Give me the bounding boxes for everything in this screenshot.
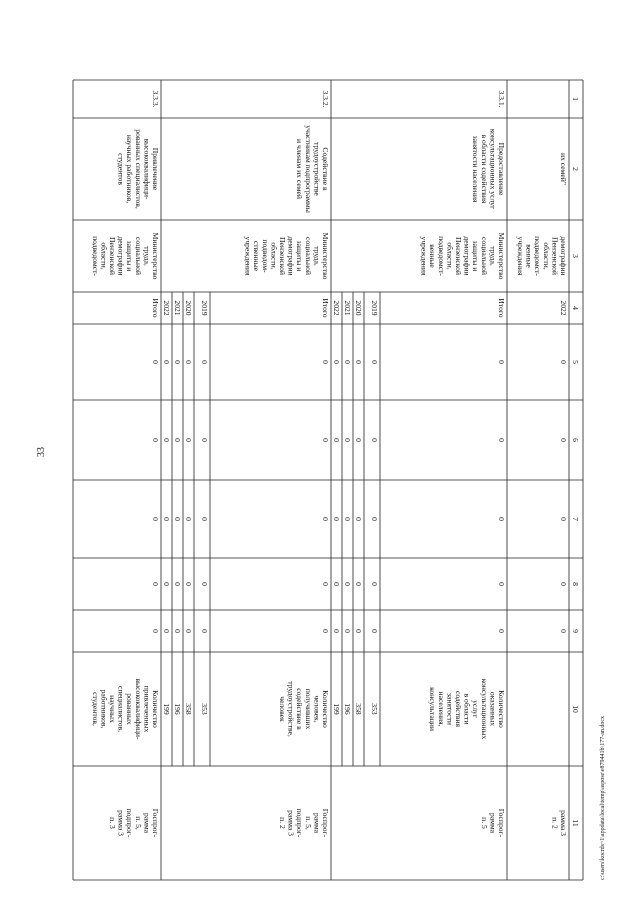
item-description: научных работников,: [125, 134, 135, 204]
column-header-1: 1: [571, 97, 580, 101]
indicator-name: услуг: [471, 700, 481, 718]
value-cell: 0: [184, 438, 193, 442]
item-description: Содействие в: [321, 147, 330, 191]
value-cell: 0: [162, 438, 171, 442]
value-cell: 0: [354, 517, 363, 521]
continuation-text-c3: Пензенской: [550, 237, 560, 275]
year-cell: 2021: [173, 300, 182, 316]
executor-text: социальной: [303, 237, 313, 275]
total-label: Итого: [151, 298, 160, 318]
value-cell: 0: [332, 629, 341, 633]
value-cell: 0: [370, 517, 379, 521]
value-cell: 0: [354, 582, 363, 586]
total-value: 0: [151, 582, 160, 586]
indicator-name: занятости: [445, 693, 455, 725]
indicator-value: 358: [354, 703, 363, 715]
indicator-value: 199: [332, 703, 341, 715]
indicator-name: в области: [462, 693, 472, 725]
value-cell: 0: [559, 629, 568, 633]
continuation-text-c3: подведомст-: [533, 236, 543, 276]
executor-text: защиты и: [125, 240, 135, 272]
value-cell: 0: [173, 517, 182, 521]
executor-text: защиты и: [295, 240, 305, 272]
year-cell: 2021: [343, 300, 352, 316]
item-description: трудоустройстве: [312, 142, 322, 196]
indicator-name: получивших: [303, 688, 313, 730]
indicator-name: человек: [278, 696, 287, 722]
executor-text: защиты и: [471, 240, 481, 272]
column-header-11: 11: [571, 819, 580, 827]
year-cell: 2022: [559, 300, 568, 316]
continuation-text-c3: области,: [541, 242, 551, 270]
value-cell: 0: [332, 517, 341, 521]
value-cell: 0: [184, 582, 193, 586]
continuation-text-c3: демографии: [559, 236, 568, 276]
indicator-name: оказанных: [488, 691, 498, 727]
column-header-3: 3: [571, 254, 580, 258]
item-description: Привлечение: [151, 147, 160, 191]
column-header-6: 6: [571, 438, 580, 442]
total-value: 0: [321, 517, 330, 521]
indicator-value: 353: [200, 703, 209, 715]
value-cell: 0: [200, 360, 209, 364]
indicator-name: человек,: [312, 695, 322, 723]
value-cell: 0: [370, 629, 379, 633]
value-cell: 0: [343, 438, 352, 442]
value-cell: 0: [162, 517, 171, 521]
program-ref: подпрог-: [295, 808, 305, 838]
column-header-10: 10: [571, 705, 580, 713]
value-cell: 0: [343, 582, 352, 586]
indicator-name: трудоустройстве,: [286, 681, 296, 737]
column-header-8: 8: [571, 582, 580, 586]
executor-text: демографии: [462, 236, 472, 276]
total-value: 0: [151, 629, 160, 633]
executor-text: области,: [269, 242, 279, 270]
item-description: и членам их семей: [295, 139, 305, 199]
continuation-text-c2: их семей": [559, 153, 568, 185]
program-ref: рамма: [142, 812, 152, 834]
program-ref: п. 5: [479, 817, 489, 829]
executor-text: Пензенской: [108, 237, 117, 275]
executor-text: труда,: [312, 246, 322, 266]
value-cell: 0: [173, 629, 182, 633]
indicator-name: специалистов,: [116, 685, 126, 733]
executor-text: подведомст-: [90, 236, 100, 276]
value-cell: 0: [184, 360, 193, 364]
indicator-name: Количество: [497, 690, 506, 728]
indicator-name: студентов,: [90, 692, 100, 726]
value-cell: 0: [332, 438, 341, 442]
program-ref: п. 2: [278, 817, 287, 829]
value-cell: 0: [354, 438, 363, 442]
value-cell: 0: [173, 582, 182, 586]
column-header-2: 2: [571, 167, 580, 171]
indicator-value: 199: [162, 703, 171, 715]
value-cell: 0: [200, 517, 209, 521]
executor-text: подведом-: [260, 239, 270, 273]
indicator-value: 353: [370, 703, 379, 715]
value-cell: 0: [173, 360, 182, 364]
continuation-text-c3: учреждения: [516, 236, 525, 276]
value-cell: 0: [559, 438, 568, 442]
indicator-name: рованных: [125, 693, 135, 725]
executor-text: социальной: [133, 237, 143, 275]
program-ref: Госпрог-: [497, 808, 506, 838]
executor-text: труда,: [142, 246, 152, 266]
executor-text: учреждения: [419, 236, 429, 276]
program-ref: п. 2: [550, 817, 560, 829]
indicator-name: Количество: [151, 690, 160, 728]
total-value: 0: [321, 438, 330, 442]
indicator-value: 196: [173, 703, 182, 715]
executor-text: Министерство: [321, 232, 330, 280]
year-cell: 2022: [162, 300, 171, 316]
value-cell: 0: [162, 629, 171, 633]
program-ref: Госпрог-: [321, 808, 330, 838]
total-value: 0: [151, 517, 160, 521]
item-description: консультационных услуг: [488, 128, 498, 210]
total-value: 0: [497, 360, 506, 364]
executor-text: демографии: [116, 236, 126, 276]
value-cell: 0: [559, 582, 568, 586]
total-value: 0: [497, 582, 506, 586]
value-cell: 0: [343, 360, 352, 364]
executor-text: труда,: [488, 246, 498, 266]
program-ref: п. 3: [108, 817, 117, 829]
indicator-name: привлеченных: [142, 685, 152, 733]
executor-text: Министерство: [151, 232, 160, 280]
value-cell: 0: [370, 360, 379, 364]
indicator-name: высококвалифици-: [133, 678, 143, 740]
indicator-name: содействие в: [295, 688, 305, 730]
value-cell: 0: [354, 629, 363, 633]
item-description: рованных специалистов,: [133, 129, 143, 209]
executor-text: демографии: [286, 236, 296, 276]
year-cell: 2019: [200, 300, 209, 316]
indicator-name: консультации: [428, 687, 438, 731]
total-value: 0: [321, 629, 330, 633]
continuation-text-c3: венные: [524, 244, 534, 268]
total-label: Итого: [497, 298, 506, 318]
data-table: [73, 80, 583, 880]
program-ref: п. 5,: [133, 816, 143, 830]
program-ref: Госпрог-: [151, 808, 160, 838]
program-ref: рамма 3: [559, 810, 568, 836]
value-cell: 0: [354, 360, 363, 364]
executor-text: Министерство: [497, 232, 506, 280]
value-cell: 0: [343, 517, 352, 521]
page-number: 33: [36, 447, 47, 457]
item-number: 3.3.2.: [321, 90, 330, 108]
value-cell: 0: [162, 360, 171, 364]
item-description: студентов: [116, 153, 126, 185]
value-cell: 0: [162, 582, 171, 586]
value-cell: 0: [184, 629, 193, 633]
executor-text: Пензенской: [454, 237, 463, 275]
total-value: 0: [321, 360, 330, 364]
value-cell: 0: [559, 360, 568, 364]
indicator-value: 358: [184, 703, 193, 715]
program-ref: п. 5,: [303, 816, 313, 830]
total-value: 0: [151, 360, 160, 364]
value-cell: 0: [200, 629, 209, 633]
indicator-name: содействия: [454, 690, 463, 728]
indicator-name: Количество: [321, 690, 330, 728]
item-number: 3.3.3.: [151, 90, 160, 108]
column-header-9: 9: [571, 629, 580, 633]
item-number: 3.3.1.: [497, 90, 506, 108]
year-cell: 2020: [184, 300, 193, 316]
program-ref: подпрог-: [125, 808, 135, 838]
total-value: 0: [151, 438, 160, 442]
value-cell: 0: [200, 582, 209, 586]
value-cell: 0: [184, 517, 193, 521]
item-description: в области содействия: [479, 134, 489, 204]
program-ref: рамма: [312, 812, 322, 834]
indicator-name: консультационных: [479, 678, 489, 740]
value-cell: 0: [370, 438, 379, 442]
program-ref: рамма 3: [286, 810, 296, 836]
executor-text: Пензенской: [278, 237, 287, 275]
column-header-4: 4: [571, 306, 580, 310]
year-cell: 2019: [370, 300, 379, 316]
executor-text: социальной: [479, 237, 489, 275]
indicator-value: 196: [343, 703, 352, 715]
item-description: занятости населения: [471, 135, 481, 203]
value-cell: 0: [332, 582, 341, 586]
program-ref: рамма: [488, 812, 498, 834]
indicator-name: научных: [108, 695, 117, 723]
year-cell: 2020: [354, 300, 363, 316]
footer-path: c:\users\kocrds~1\appdata\local\temp\aspose\e879441b\177-an.docx: [600, 715, 606, 880]
executor-text: ственные: [252, 240, 262, 272]
total-label: Итого: [321, 298, 330, 318]
total-value: 0: [497, 629, 506, 633]
total-value: 0: [321, 582, 330, 586]
total-value: 0: [497, 517, 506, 521]
value-cell: 0: [332, 360, 341, 364]
value-cell: 0: [370, 582, 379, 586]
executor-text: области,: [99, 242, 109, 270]
total-value: 0: [497, 438, 506, 442]
executor-text: учреждения: [243, 236, 253, 276]
executor-text: области,: [445, 242, 455, 270]
executor-text: подведомст-: [436, 236, 446, 276]
value-cell: 0: [200, 438, 209, 442]
program-ref: рамма 3: [116, 810, 126, 836]
item-description: высококвалифици-: [142, 138, 152, 200]
item-description: участникам подпрограммы: [303, 125, 313, 213]
column-header-5: 5: [571, 360, 580, 364]
value-cell: 0: [343, 629, 352, 633]
item-description: Предоставление: [497, 142, 506, 196]
value-cell: 0: [559, 517, 568, 521]
indicator-name: работников,: [99, 689, 109, 729]
column-header-7: 7: [571, 517, 580, 521]
year-cell: 2022: [332, 300, 341, 316]
value-cell: 0: [173, 438, 182, 442]
executor-text: венные: [428, 244, 438, 268]
indicator-name: населения,: [436, 691, 446, 727]
